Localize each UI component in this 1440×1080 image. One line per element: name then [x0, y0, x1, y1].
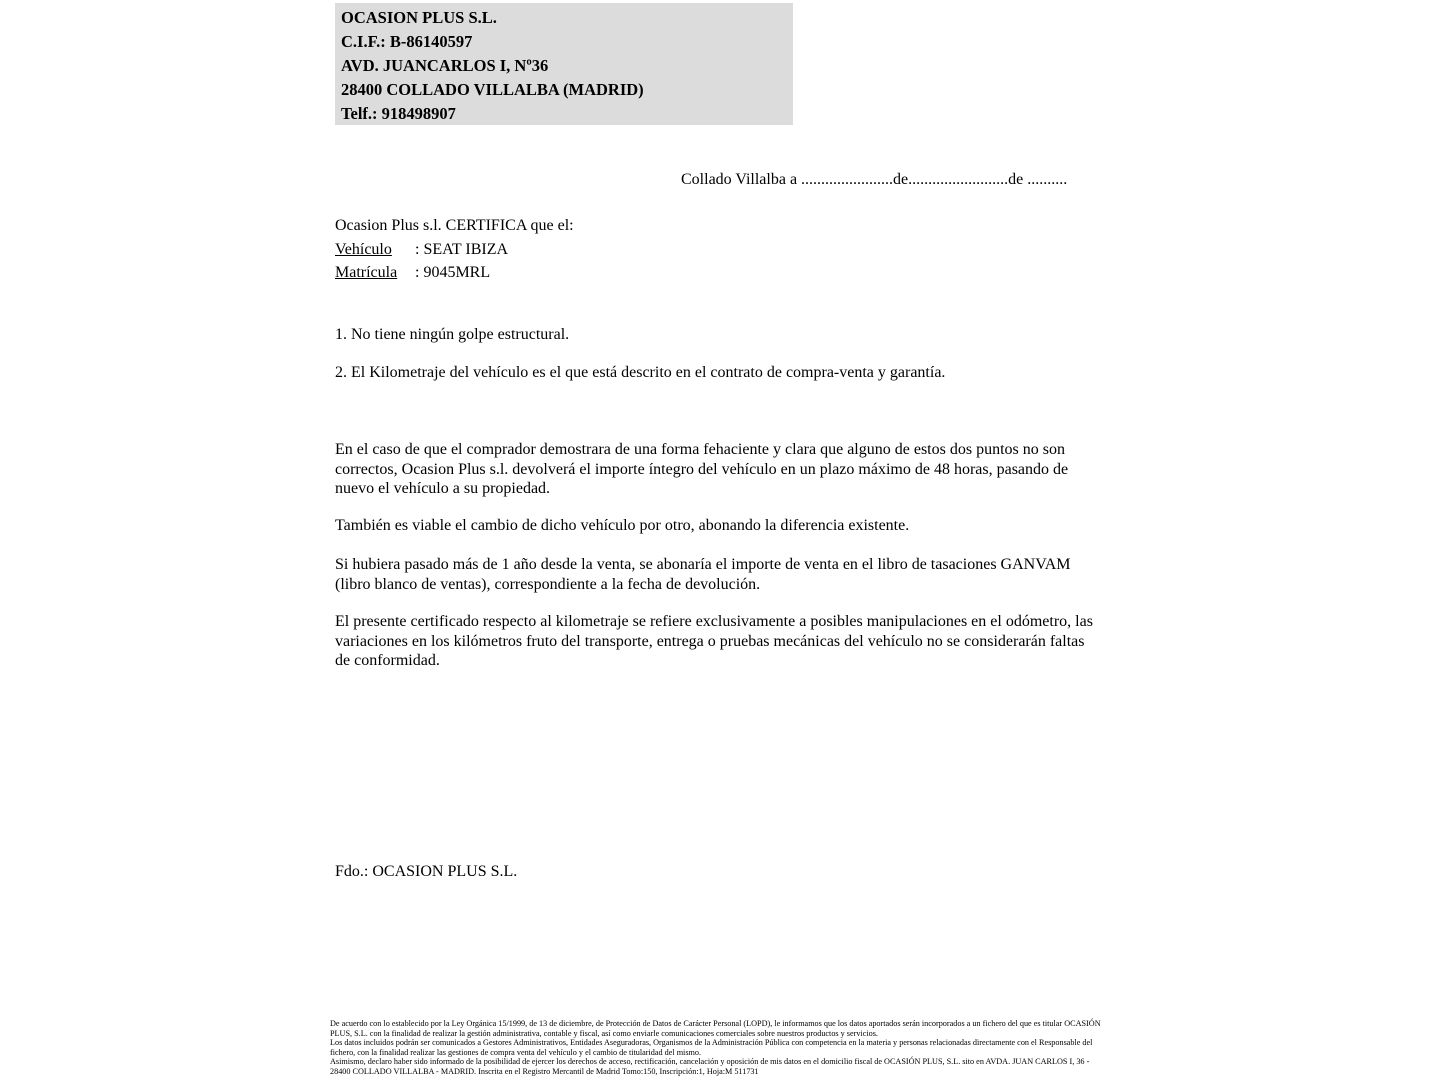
plate-label: Matrícula — [335, 264, 398, 281]
legal-footer-paragraph-rights: Asimismo, declaro haber sido informado de la posibilidad de ejercer los derechos de acceso, rectificación, cancelación y oposición de mis datos en el domicilio fiscal de OCASIÓN PLUS, S.L. sito en AVDA. JUAN CARLOS I, 36 - 28400 COLLADO VILLALBA - MADRID. Inscrita en el Registro Mercantil de Madrid Tomo:150, Inscripción:1, Hoja:M 511731 — [330, 1057, 1090, 1076]
date-fill-in-line: Collado Villalba a .......................de.........................de .......... — [681, 171, 1068, 188]
legal-footer-paragraph-lopd: De acuerdo con lo establecido por la Ley Orgánica 15/1999, de 13 de diciembre, de Protección de Datos de Carácter Personal (LOPD), le informamos que los datos aportados serán incorporados a un fichero del que es titular OCASIÓN PLUS, S.L. con la finalidad de realizar la gestión administrativa, contable y fiscal, así como enviarle comunicaciones comerciales sobre nuestros productos y servicios. — [330, 1019, 1101, 1038]
body-paragraph-refund: En el caso de que el comprador demostrara de una forma fehaciente y clara que alguno de estos dos puntos no son correctos, Ocasion Plus s.l. devolverá el importe íntegro del vehículo en un plazo máximo de 48 horas, pasando de nuevo el vehículo a su propiedad. — [335, 441, 1069, 497]
company-cif: C.I.F.: B-86140597 — [341, 32, 473, 51]
company-phone: Telf.: 918498907 — [341, 104, 456, 123]
vehicle-row — [335, 240, 1097, 260]
company-address: AVD. JUANCARLOS I, Nº36 — [341, 56, 549, 75]
plate-row — [335, 263, 1097, 283]
certificate-point-2: 2. El Kilometraje del vehículo es el que está descrito en el contrato de compra-venta y garantía. — [335, 364, 946, 381]
company-header-block — [335, 3, 793, 125]
company-city: 28400 COLLADO VILLALBA (MADRID) — [341, 80, 644, 99]
signature-line: Fdo.: OCASION PLUS S.L. — [335, 863, 518, 880]
body-paragraph-exchange: También es viable el cambio de dicho vehículo por otro, abonando la diferencia existente. — [335, 517, 910, 534]
vehicle-label: Vehículo — [335, 241, 392, 258]
plate-value: : 9045MRL — [415, 264, 491, 281]
legal-footer — [330, 1019, 1102, 1077]
certificate-point-1: 1. No tiene ningún golpe estructural. — [335, 326, 570, 343]
company-name: OCASION PLUS S.L. — [341, 8, 497, 27]
vehicle-value: : SEAT IBIZA — [415, 241, 509, 258]
body-paragraph-odometer: El presente certificado respecto al kilometraje se refiere exclusivamente a posibles manipulaciones en el odómetro, las variaciones en los kilómetros fruto del transporte, entrega o pruebas mecánicas del vehículo no se considerarán faltas de conformidad. — [335, 613, 1093, 669]
legal-footer-paragraph-data-sharing: Los datos incluidos podrán ser comunicados a Gestores Administrativos, Entidades Aseguradoras, Organismos de la Administración Pública con competencia en la materia y personas relacionadas directamente con el Responsable del fichero, con la finalidad realizar las gestiones de compra venta del vehículo y el cambio de titularidad del mismo. — [330, 1038, 1093, 1057]
certifica-intro: Ocasion Plus s.l. CERTIFICA que el: — [335, 217, 574, 234]
body-paragraph-ganvam: Si hubiera pasado más de 1 año desde la venta, se abonaría el importe de venta en el libro de tasaciones GANVAM (libro blanco de ventas), correspondiente a la fecha de devolución. — [335, 556, 1071, 593]
